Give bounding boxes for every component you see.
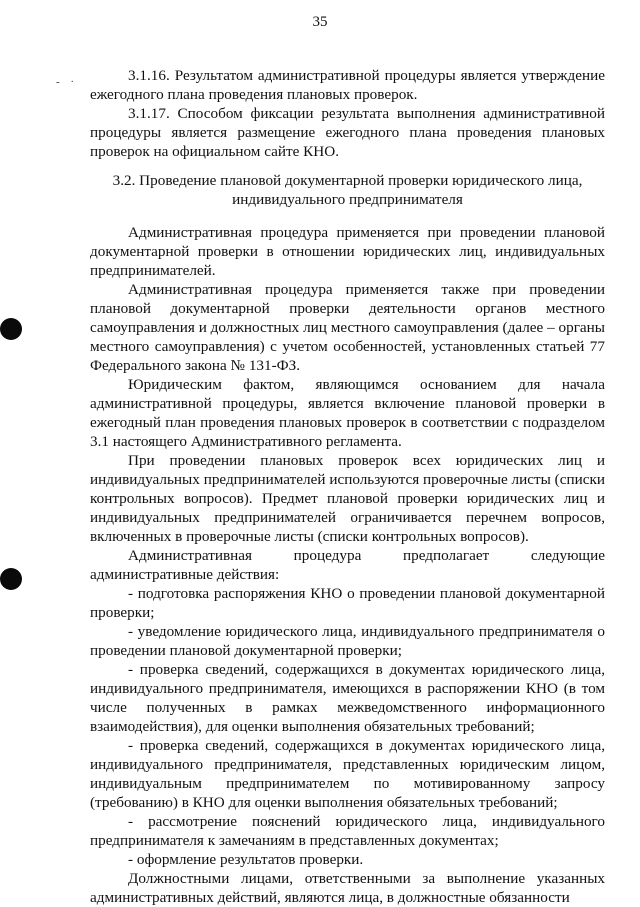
list-item-order-preparation: - подготовка распоряжения КНО о проведении плановой документарной проверки; [90, 585, 605, 621]
page-number: 35 [312, 14, 328, 30]
paragraph-3-1-16: 3.1.16. Результатом административной процедуры является утверждение ежегодного плана проведения плановых проверок. [90, 67, 605, 103]
punch-hole-top [0, 318, 22, 340]
list-item-check-submitted-documents: - проверка сведений, содержащихся в документах юридического лица, индивидуального предпринимателя, представленных юридическим лицом, индивидуальным предпринимателем по мотивированному запросу (требованию) в КНО для оценки выполнения обязательных требований; [90, 737, 605, 811]
list-item-results: - оформление результатов проверки. [128, 851, 364, 868]
paragraph-local-government: Административная процедура применяется также при проведении плановой документарной проверки деятельности органов местного самоуправления и должностных лиц местного самоуправления (далее – органы местного самоуправления) с учетом особенностей, установленных статьей 77 Федерального закона № 131-ФЗ. [90, 281, 605, 374]
list-item-notification: - уведомление юридического лица, индивидуального предпринимателя о проведении плановой документарной проверки; [90, 623, 605, 659]
paragraph-3-1-17: 3.1.17. Способом фиксации результата выполнения административной процедуры является размещение ежегодного плана проведения плановых проверок на официальном сайте КНО. [90, 105, 605, 160]
paragraph-actions-intro: Административная процедура предполагает следующие административные действия: [90, 547, 605, 583]
scan-specks: - · [56, 76, 79, 88]
document-body [90, 66, 605, 907]
section-heading-3-2: 3.2. Проведение плановой документарной проверки юридического лица, индивидуального предпринимателя [112, 172, 583, 208]
punch-hole-bottom [0, 568, 22, 590]
paragraph-legal-fact: Юридическим фактом, являющимся основанием для начала административной процедуры, является включение плановой проверки в ежегодный план проведения плановых проверок в соответствии с подразделом 3.1 настоящего Административного регламента. [90, 376, 605, 450]
paragraph-checklists: При проведении плановых проверок всех юридических лиц и индивидуальных предпринимателей используются проверочные листы (списки контрольных вопросов). Предмет плановой проверки юридических лиц и индивидуальных предпринимателей ограничивается перечнем вопросов, включенных в проверочные листы (списки контрольных вопросов). [90, 452, 605, 545]
paragraph-procedure-scope: Административная процедура применяется при проведении плановой документарной проверки в отношении юридических лиц, индивидуальных предпринимателей. [90, 224, 605, 279]
list-item-explanations: - рассмотрение пояснений юридического лица, индивидуального предпринимателя к замечаниям в представленных документах; [90, 813, 605, 849]
paragraph-responsible-officials: Должностными лицами, ответственными за выполнение указанных административных действий, являются лица, в должностные обязанности [90, 870, 605, 906]
list-item-check-kno-documents: - проверка сведений, содержащихся в документах юридического лица, индивидуального предпринимателя, имеющихся в распоряжении КНО (в том числе полученных в рамках межведомственного информационного взаимодействия), для оценки выполнения обязательных требований; [90, 661, 605, 735]
